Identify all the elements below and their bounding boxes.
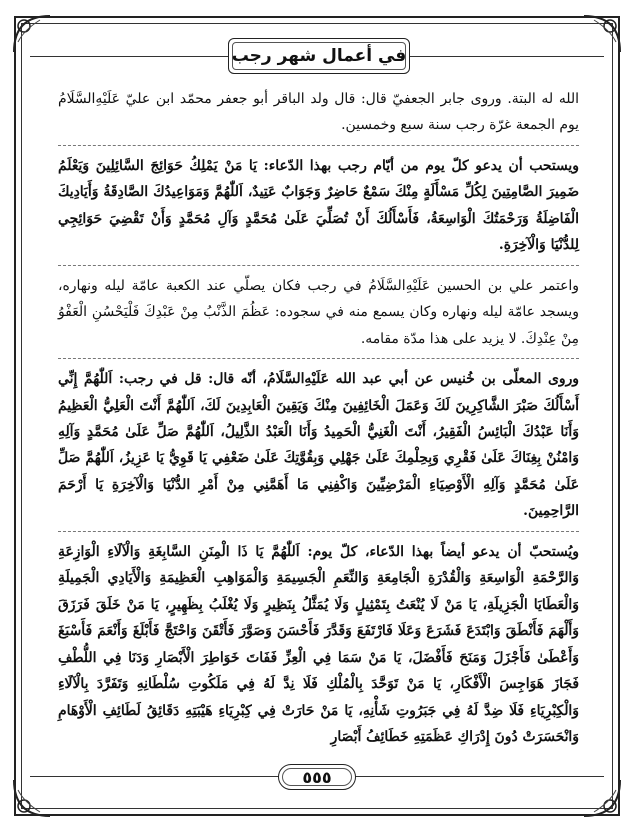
paragraph-1: الله له البتة. وروى جابر الجعفيّ قال: قال ولد الباقر أبو جعفر محمّد ابن عليّ عَلَيْهِ‌السَّلَامُ يوم الجمعة غرّة رجب سنة سبع وخمسين.	[58, 91, 579, 134]
page-body	[58, 86, 579, 756]
corner-ornament-bottom-right	[580, 776, 624, 820]
paragraph-5: ويُستحبّ أن يدعو أيضاً بهذا الدّعاء، كلّ يوم: اَللّٰهُمَّ يَا ذَا الْمِنَنِ السَّابِغَةِ وَالْآلَاءِ الْوَازِعَةِ وَالرَّحْمَةِ الْوَاسِعَةِ وَالْقُدْرَةِ الْجَامِعَةِ وَالنِّعَمِ الْجَسِيمَةِ وَالْمَوَاهِبِ الْعَظِيمَةِ وَالْأَيَادِي الْجَمِيلَةِ وَالْعَطَايَا الْجَزِيلَةِ، يَا مَنْ لَا يُنْعَتُ بِتَمْثِيلٍ وَلَا يُمَثَّلُ بِنَظِيرٍ وَلَا يُغْلَبُ بِظَهِيرٍ، يَا مَنْ خَلَقَ فَرَزَقَ وَأَلْهَمَ فَأَنْطَقَ وَابْتَدَعَ فَشَرَعَ وَعَلَا فَارْتَفَعَ وَقَدَّرَ فَأَحْسَنَ وَصَوَّرَ فَأَتْقَنَ وَاحْتَجَّ فَأَبْلَغَ وَأَنْعَمَ فَأَسْبَغَ وَأَعْطَىٰ فَأَجْزَلَ وَمَنَحَ فَأَفْضَلَ، يَا مَنْ سَمَا فِي الْعِزِّ فَفَاتَ خَوَاطِرَ الْأَبْصَارِ وَدَنَا فِي اللُّطْفِ فَجَازَ هَوَاجِسَ الْأَفْكَارِ، يَا مَنْ تَوَحَّدَ بِالْمُلْكِ فَلَا نِدَّ لَهُ فِي مَلَكُوتِ سُلْطَانِهِ وَتَفَرَّدَ بِالْآلَاءِ وَالْكِبْرِيَاءِ فَلَا ضِدَّ لَهُ فِي جَبَرُوتِ شَأْنِهِ، يَا مَنْ حَارَتْ فِي كِبْرِيَاءِ هَيْبَتِهِ دَقَائِقُ لَطَائِفِ الْأَوْهَامِ وَانْحَسَرَتْ دُونَ إِدْرَاكِ عَظَمَتِهِ خَطَائِفُ أَبْصَارِ	[58, 543, 579, 745]
paragraph-divider	[58, 358, 579, 360]
page-number-box	[278, 764, 356, 790]
paragraph-divider	[58, 531, 579, 533]
corner-ornament-top-left	[10, 12, 54, 56]
paragraph-4: وروى المعلّى بن خُنيس عن أبي عبد الله عَلَيْهِ‌السَّلَامُ، أنّه قال: قل في رجب: اَللّٰهُمَّ إِنِّي أَسْأَلُكَ صَبْرَ الشَّاكِرِينَ لَكَ وَعَمَلَ الْخَائِفِينَ مِنْكَ وَيَقِينَ الْعَابِدِينَ لَكَ، اَللّٰهُمَّ أَنْتَ الْعَلِيُّ الْعَظِيمُ وَأَنَا عَبْدُكَ الْبَائِسُ الْفَقِيرُ، أَنْتَ الْغَنِيُّ الْحَمِيدُ وَأَنَا الْعَبْدُ الذَّلِيلُ، اَللّٰهُمَّ صَلِّ عَلَىٰ مُحَمَّدٍ وَآلِهِ وَامْنُنْ بِغِنَاكَ عَلَىٰ فَقْرِي وَبِحِلْمِكَ عَلَىٰ جَهْلِي وَبِقُوَّتِكَ عَلَىٰ ضَعْفِي يَا قَوِيُّ يَا عَزِيزُ، اَللّٰهُمَّ صَلِّ عَلَىٰ مُحَمَّدٍ وَآلِهِ الْأَوْصِيَاءِ الْمَرْضِيِّينَ وَاكْفِنِي مَا أَهَمَّنِي مِنْ أَمْرِ الدُّنْيَا وَالْآخِرَةِ يَا أَرْحَمَ الرَّاحِمِينَ.	[58, 371, 579, 520]
chapter-title: في أعمال شهر رجب	[231, 46, 407, 66]
paragraph-3: واعتمر علي بن الحسين عَلَيْهِ‌السَّلَامُ في رجب فكان يصلّي عند الكعبة عامّة ليله ونهاره، ويسجد عامّة ليله ونهاره وكان يسمع منه في سجوده: عَظُمَ الذَّنْبُ مِنْ عَبْدِكَ فَلْيَحْسُنِ الْعَفْوُ مِنْ عِنْدِكَ. لا يزيد على هذا مدّة مقامه.	[58, 277, 579, 347]
header-rule-right	[410, 56, 604, 57]
paragraph-divider	[58, 145, 579, 147]
header-rule-left	[30, 56, 228, 57]
paragraph-2: ويستحب أن يدعو كلّ يوم من أيّام رجب بهذا الدّعاء: يَا مَنْ يَمْلِكُ حَوَائِجَ السَّائِلِينَ وَيَعْلَمُ ضَمِيرَ الصَّامِتِينَ لِكُلِّ مَسْأَلَةٍ مِنْكَ سَمْعٌ حَاضِرٌ وَجَوَابٌ عَتِيدٌ، اَللّٰهُمَّ وَمَوَاعِيدُكَ الصَّادِقَةُ وَأَيَادِيكَ الْفَاضِلَةُ وَرَحْمَتُكَ الْوَاسِعَةُ، فَأَسْأَلُكَ أَنْ تُصَلِّيَ عَلَىٰ مُحَمَّدٍ وَآلِ مُحَمَّدٍ وَأَنْ تَقْضِيَ حَوَائِجِي لِلدُّنْيَا وَالْآخِرَةِ.	[58, 157, 579, 254]
corner-ornament-bottom-left	[10, 776, 54, 820]
page-number: ٥٥٥	[302, 767, 332, 787]
corner-ornament-top-right	[580, 12, 624, 56]
chapter-title-box	[228, 38, 410, 74]
paragraph-divider	[58, 265, 579, 267]
